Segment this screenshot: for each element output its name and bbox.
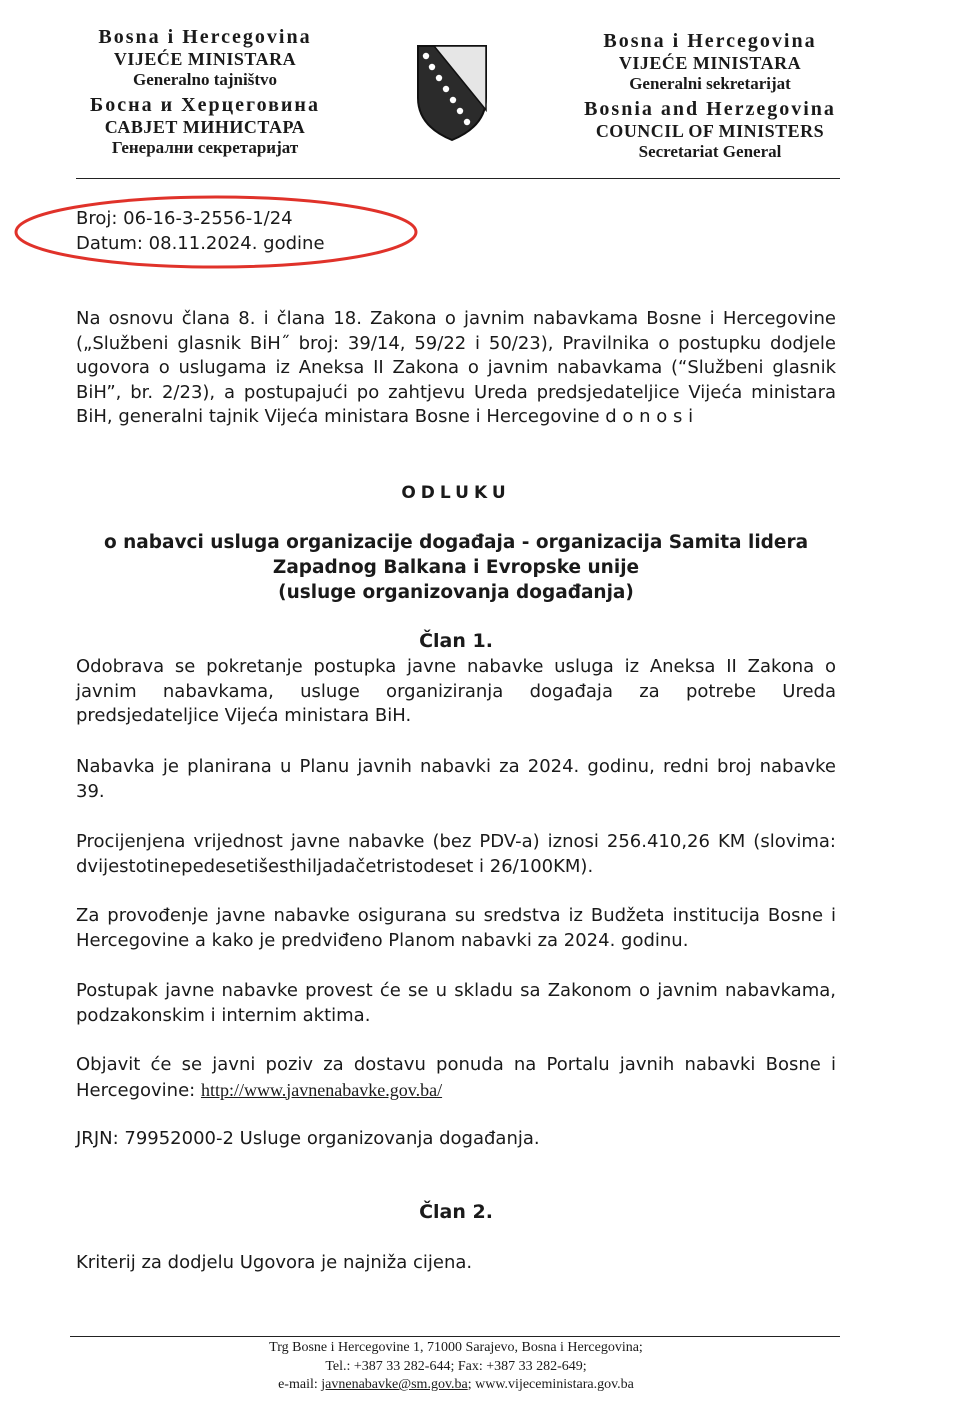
subtitle-line1: o nabavci usluga organizacije događaja - organizacija Samita lidera — [103, 532, 809, 553]
header-left-line4: Босна и Херцеговина — [90, 94, 320, 116]
header-right — [570, 30, 850, 162]
header-left-line1: Bosna i Hercegovina — [98, 26, 312, 48]
footer-email-label: e-mail: — [278, 1377, 318, 1392]
document-subtitle — [76, 530, 836, 605]
portal-link[interactable]: http://www.javnenabavke.gov.ba/ — [200, 1079, 443, 1100]
header-divider — [76, 178, 840, 179]
article1-paragraph6 — [76, 1053, 836, 1103]
reference-date: Datum: 08.11.2024. godine — [76, 233, 325, 254]
header-right-line5: COUNCIL OF MINISTERS — [595, 121, 825, 141]
footer-address: Trg Bosne i Hercegovine 1, 71000 Sarajevo, Bosna i Hercegovina; — [269, 1340, 643, 1355]
header-right-line2: VIJEĆE MINISTARA — [618, 53, 802, 73]
coat-of-arms-icon — [412, 42, 492, 142]
article1-heading: Član 1. — [419, 630, 493, 652]
header-right-line1: Bosna i Hercegovina — [603, 30, 817, 52]
footer-contact — [76, 1376, 836, 1395]
header-right-line6: Secretariat General — [638, 142, 782, 161]
subtitle-line3: (usluge organizovanja događanja) — [278, 582, 634, 603]
header-left-line6: Генерални секретаријат — [111, 138, 299, 157]
article1-paragraph5: Postupak javne nabavke provest će se u skladu sa Zakonom o javnim nabavkama, podzakonskim i internim aktima. — [76, 980, 836, 1026]
article1-paragraph3: Procijenjena vrijednost javne nabavke (bez PDV-a) iznosi 256.410,26 KM (slovima: dvijestotinepedesetišesthiljadačetristodeset i 26/100KM). — [76, 831, 836, 877]
header-left-line2: VIJEĆE MINISTARA — [113, 49, 297, 69]
intro-paragraph: Na osnovu člana 8. i člana 18. Zakona o javnim nabavkama Bosne i Hercegovine („Službeni glasnik BiH˝ broj: 39/14, 59/22 i 50/23), Pravilnika o postupku dodjele ugovora o uslugama iz Aneksa II Zakona o javnim nabavkama (“Službeni glasnik BiH”, br. 2/23), a postupajući po zahtjevu Ureda predsjedateljice Vijeća ministara BiH, generalni tajnik Vijeća ministara Bosne i Hercegovine d o n o s i — [76, 308, 836, 427]
header-left-line3: Generalno tajništvo — [132, 70, 278, 89]
article2-paragraph1: Kriterij za dodjelu Ugovora je najniža cijena. — [76, 1252, 473, 1273]
article2-heading: Član 2. — [419, 1201, 493, 1223]
header-right-line4: Bosnia and Herzegovina — [584, 98, 836, 120]
subtitle-line2: Zapadnog Balkana i Evropske unije — [272, 557, 640, 578]
article1-paragraph1: Odobrava se pokretanje postupka javne nabavke usluga iz Aneksa II Zakona o javnim nabavkama, usluge organiziranja događaja za potrebe Ureda predsjedateljice Vijeća ministara BiH. — [76, 656, 836, 726]
footer-email-link[interactable]: javnenabavke@sm.gov.ba — [321, 1377, 468, 1392]
article1-paragraph2: Nabavka je planirana u Planu javnih nabavki za 2024. godinu, redni broj nabavke 39. — [76, 756, 836, 802]
footer-phone: Tel.: +387 33 282-644; Fax: +387 33 282-649; — [325, 1358, 587, 1374]
reference-number: Broj: 06-16-3-2556-1/24 — [76, 208, 293, 229]
footer-divider — [70, 1336, 840, 1337]
portal-text: Objavit će se javni poziv za dostavu ponuda na Portalu javnih nabavki Bosne i Hercegovine: — [76, 1054, 836, 1101]
highlight-ellipse — [12, 193, 420, 271]
header-left-line5: САВЈЕТ МИНИСТАРА — [104, 117, 306, 137]
article1-paragraph4: Za provođenje javne nabavke osigurana su sredstva iz Budžeta institucija Bosne i Hercegovine a kako je predviđeno Planom nabavki za 2024. godinu. — [76, 905, 836, 951]
document-title: ODLUKU — [401, 483, 511, 503]
header-right-line3: Generalni sekretarijat — [629, 74, 791, 93]
footer-website: ; www.vijeceministara.gov.ba — [467, 1377, 634, 1392]
footer — [76, 1339, 836, 1395]
article1-paragraph7: JRJN: 79952000-2 Usluge organizovanja događanja. — [76, 1128, 540, 1149]
header-left — [60, 26, 350, 158]
